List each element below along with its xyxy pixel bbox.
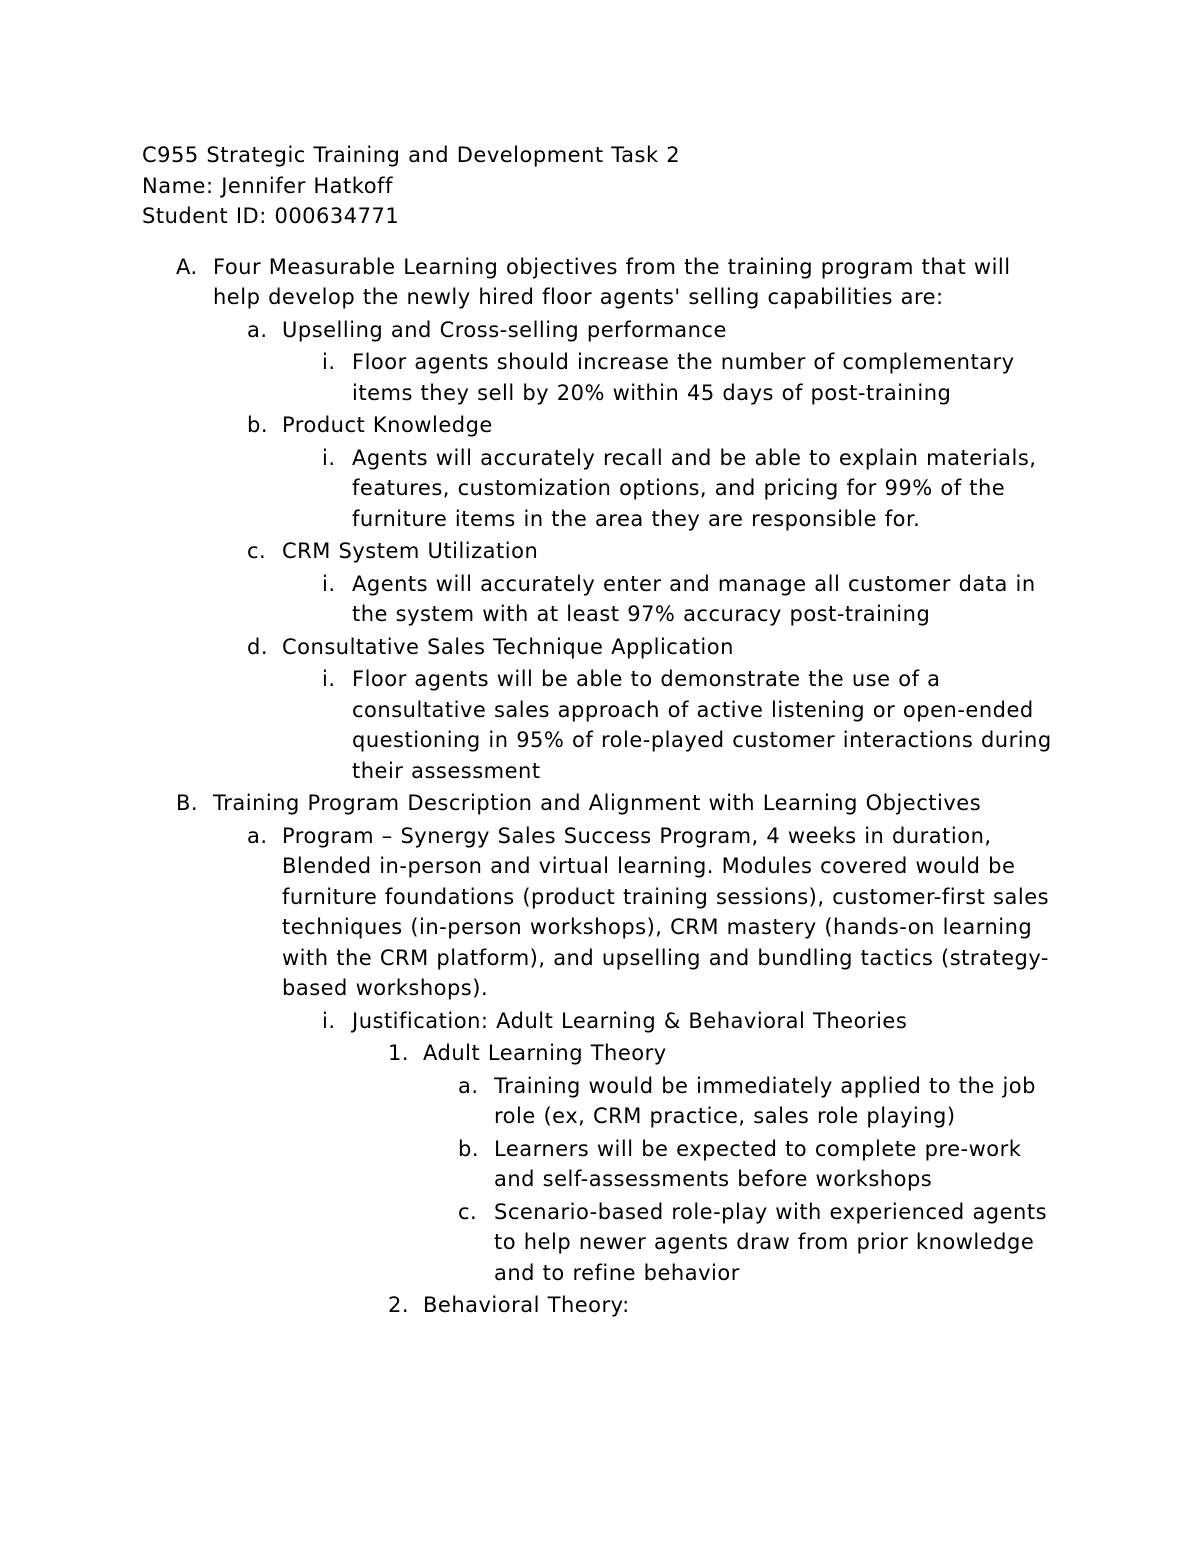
outline-item (142, 1006, 1052, 1037)
outline-item (142, 788, 1052, 819)
list-marker: B. (176, 791, 199, 815)
list-item-text: Behavioral Theory: (423, 1293, 630, 1317)
list-marker: c. (458, 1199, 478, 1224)
outline-item (142, 664, 1052, 786)
outline-item (142, 569, 1052, 630)
list-item-text: Upselling and Cross-selling performance (282, 317, 727, 342)
outline-item (142, 347, 1052, 408)
outline-item (142, 821, 1052, 1004)
list-marker: a. (247, 317, 268, 342)
list-item-text: Training would be immediately applied to the job role (ex, CRM practice, sales role playing) (494, 1073, 1036, 1128)
author-name-line: Name: Jennifer Hatkoff (142, 173, 393, 198)
outline-item (142, 1290, 1052, 1321)
outline-item (142, 536, 1052, 567)
document-header (142, 140, 1052, 232)
document-title-line: C955 Strategic Training and Development Task 2 (142, 143, 681, 167)
list-marker: i. (322, 445, 336, 470)
list-marker: i. (322, 571, 336, 596)
list-marker: i. (322, 667, 336, 691)
student-id-line: Student ID: 000634771 (142, 204, 400, 228)
list-marker: A. (176, 254, 198, 279)
list-item-text: CRM System Utilization (282, 539, 539, 563)
list-marker: 1. (388, 1041, 410, 1065)
list-marker: d. (247, 634, 269, 659)
list-item-text: Floor agents will be able to demonstrate the use of a consultative sales approach of active listening or open-ended questioning in 95% of role-played customer interactions during their assessment (352, 667, 1052, 783)
list-item-text: Training Program Description and Alignment with Learning Objectives (213, 791, 982, 815)
outline-item (142, 1134, 1052, 1195)
list-item-text: Program – Synergy Sales Success Program, 4 weeks in duration, Blended in-person and virtual learning. Modules covered would be furniture foundations (product training sessions), customer-first sales techniques (in-person workshops), CRM mastery (hands-on learning with the CRM platform), and upselling and bundling tactics (strategy-based workshops). (282, 823, 1050, 1000)
list-marker: c. (247, 539, 267, 563)
list-item-text: Adult Learning Theory (423, 1041, 667, 1065)
list-marker: i. (322, 1008, 336, 1033)
list-item-text: Four Measurable Learning objectives from the training program that will help develop the newly hired floor agents' selling capabilities are: (213, 254, 1011, 309)
list-item-text: Consultative Sales Technique Application (282, 634, 734, 659)
list-item-text: Justification: Adult Learning & Behavioral Theories (352, 1008, 908, 1033)
list-marker: 2. (388, 1293, 410, 1317)
list-item-text: Agents will accurately enter and manage all customer data in the system with at least 97% accuracy post-training (352, 571, 1036, 626)
outline-item (142, 1071, 1052, 1132)
outline-item (142, 1197, 1052, 1289)
list-item-text: Learners will be expected to complete pre-work and self-assessments before workshops (494, 1136, 1022, 1191)
outline-item (142, 632, 1052, 663)
list-marker: b. (458, 1136, 480, 1161)
outline-item (142, 1038, 1052, 1069)
list-item-text: Scenario-based role-play with experienced agents to help newer agents draw from prior knowledge and to refine behavior (494, 1199, 1048, 1285)
list-marker: a. (458, 1073, 479, 1098)
list-marker: i. (322, 350, 336, 374)
outline-item (142, 315, 1052, 346)
outline-item (142, 443, 1052, 535)
outline-item (142, 410, 1052, 441)
list-marker: b. (247, 413, 269, 437)
list-item-text: Floor agents should increase the number of complementary items they sell by 20% within 45 days of post-training (352, 350, 1015, 405)
list-item-text: Product Knowledge (282, 413, 493, 437)
outline-item (142, 252, 1052, 313)
outline-list (142, 252, 1052, 1321)
list-marker: a. (247, 823, 268, 848)
list-item-text: Agents will accurately recall and be able to explain materials, features, customization options, and pricing for 99% of the furniture items in the area they are responsible for. (352, 445, 1037, 531)
